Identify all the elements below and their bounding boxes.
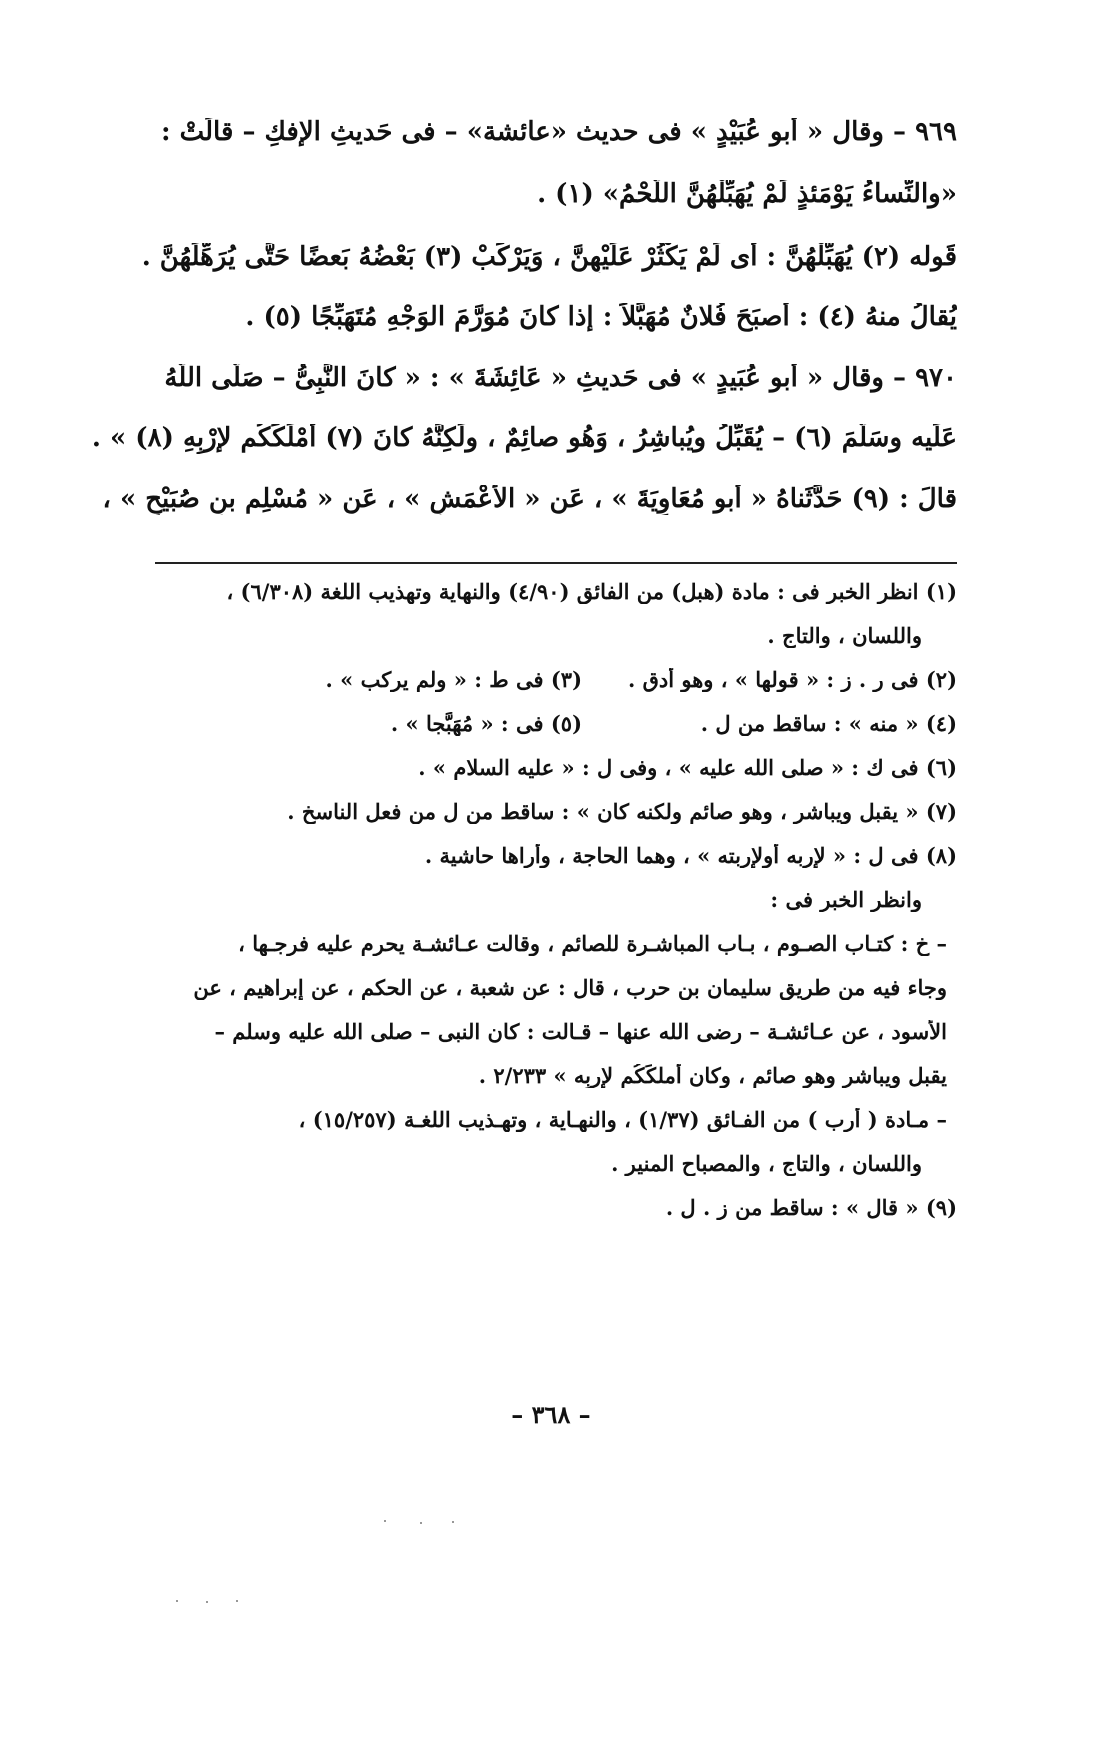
scan-speck — [452, 1521, 454, 1523]
scan-speck — [206, 1601, 208, 1603]
footnote-3: (٣) فى ط : « ولم يركب » . — [325, 668, 582, 692]
scan-speck — [176, 1600, 178, 1602]
see-also-heading: وانظر الخبر فى : — [770, 888, 922, 912]
footnote-9: (٩) « قال » : ساقط من ز . ل . — [665, 1196, 957, 1220]
scan-speck — [420, 1522, 422, 1524]
entry-969-line-4: يُقالُ منهُ (٤) : أَصبَحَ فُلانٌ مُهَبَّلاً : إذا كانَ مُوَرَّمَ الوَجْهِ مُتَهَبِّجًا (٥) . — [245, 303, 957, 332]
reference-bukhari-line-2: وجاء فيه من طريق سليمان بن حرب ، قال : عن شعبة ، عن الحكم ، عن إبراهيم ، عن — [193, 976, 947, 1000]
scan-speck — [236, 1600, 238, 1602]
reference-bukhari-line-1: – خ : كتـاب الصـوم ، بـاب المباشـرة للصائم ، وقالت عـائشـة يحرم عليه فرجـها ، — [238, 932, 947, 956]
footnote-6: (٦) فى ك : « صلى الله عليه » ، وفى ل : « عليه السلام » . — [418, 756, 957, 780]
entry-969-line-1: ٩٦٩ – وقال « أبو عُبَيْدٍ » فى حديث «عائشة» – فى حَديثِ الإفكِ – قالَتْ : — [160, 118, 957, 147]
reference-bukhari-line-4: يقبل ويباشر وهو صائم ، وكان أملكَكُم لإربِه » ٢/٢٣٣ . — [478, 1064, 947, 1088]
entry-969-line-2: «والنِّساءُ يَوْمَئذٍ لَمْ يُهَبِّلْهُنَّ اللَّحْمُ» (١) . — [537, 180, 957, 209]
footnote-5: (٥) فى : « مُهَبَّجا » . — [390, 712, 582, 736]
footnote-1: (١) انظر الخبر فى : مادة (هبل) من الفائق (٤/٩٠) والنهاية وتهذيب اللغة (٦/٣٠٨) ، — [226, 580, 957, 604]
footnote-4: (٤) « منه » : ساقط من ل . — [700, 712, 957, 736]
footnote-1-continued: واللسان ، والتاج . — [767, 624, 922, 648]
entry-969-line-3: قَوله (٢) يُهَبِّلْهُنَّ : أى لَمْ يَكْثُرْ عَلَيْهِنَّ ، وَيَرْكَبْ (٣) بَعْضُهُ بَعضًا حَتَّى يُرَهِّلَهُنَّ . — [141, 243, 957, 272]
reference-bukhari-line-3: الأسود ، عن عـائشـة – رضى الله عنها – قـالت : كان النبى – صلى الله عليه وسلم – — [214, 1020, 947, 1044]
footnote-8: (٨) فى ل : « لإربه أولإربته » ، وهما الحاجة ، وأراها حاشية . — [424, 844, 957, 868]
footnote-7: (٧) « يقبل ويباشر ، وهو صائم ولكنه كان » : ساقط من ل من فعل الناسخ . — [287, 800, 957, 824]
scan-speck — [384, 1520, 386, 1522]
entry-970-line-2: عَلَيه وسَلَّمَ (٦) – يُقَبِّلُ ويُباشِرُ ، وَهُو صائِمٌ ، ولَكِنَّهُ كانَ (٧) أَمْلَكَكُم لإرْبِهِ (٨) » . — [91, 424, 957, 453]
page-number: – ٣٦٨ – — [511, 1400, 591, 1429]
reference-mada-line-2: واللسان ، والتاج ، والمصباح المنير . — [611, 1152, 922, 1176]
footnote-divider — [155, 562, 957, 564]
reference-mada-line-1: – مـادة ( أرب ) من الفـائق (١/٣٧) ، والنهـاية ، وتهـذيب اللغـة (١٥/٢٥٧) ، — [298, 1108, 947, 1132]
entry-970-line-1: ٩٧٠ – وقال « أبو عُبَيدٍ » فى حَديثِ « عَائِشَةَ » : « كانَ النَّبِىُّ – صَلَّى اللَّهُ — [164, 364, 957, 393]
entry-970-line-3: قالَ : (٩) حَدَّثَناهُ « أبو مُعَاوِيَةَ » ، عَن « الأَعْمَشِ » ، عَن « مُسْلِم بنِ صُبَيْحٍ » ، — [102, 485, 957, 514]
footnote-2: (٢) فى ر . ز : « قولها » ، وهو أدق . — [627, 668, 957, 692]
